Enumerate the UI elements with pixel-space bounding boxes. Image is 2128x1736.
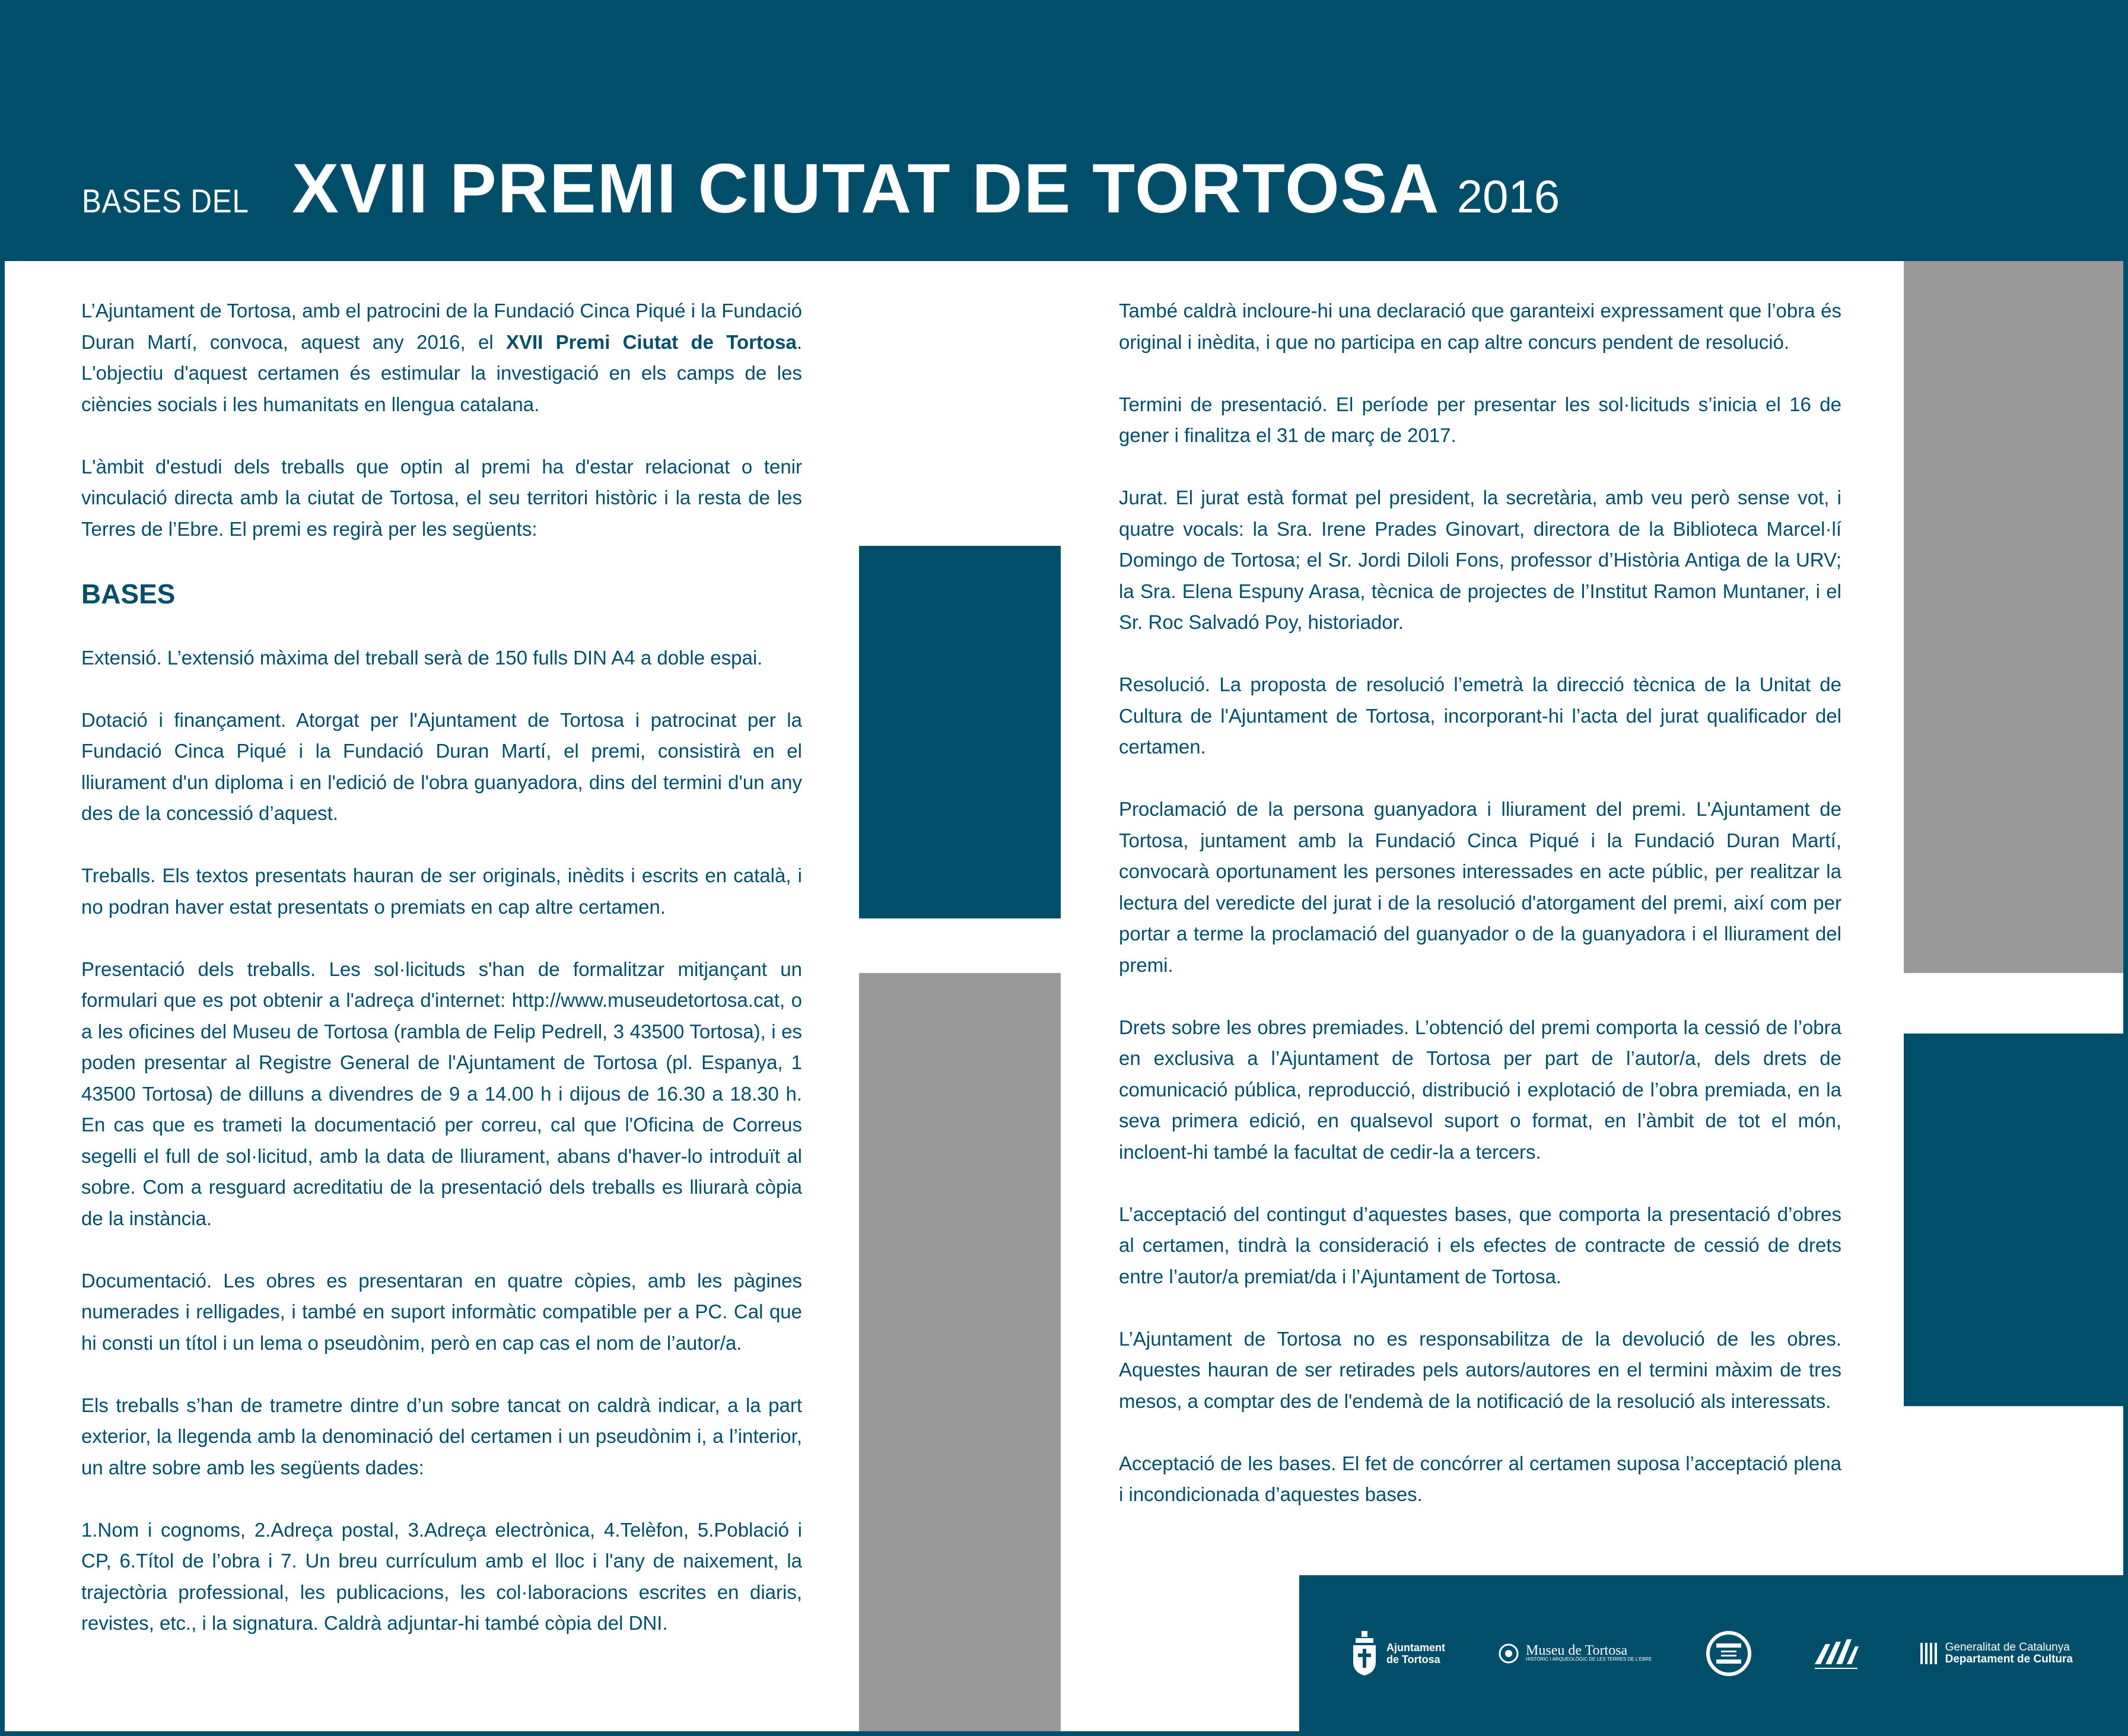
logo-fundacio-circle — [1706, 1630, 1759, 1677]
prize-name: XVII Premi Ciutat de Tortosa — [505, 330, 797, 353]
logo-ajuntament-tortosa: Ajuntament de Tortosa — [1350, 1631, 1445, 1676]
paragraph-acceptacio-bases: Acceptació de les bases. El fet de concórrer al certamen suposa l’acceptació plena i incondicionada d’aquestes bases. — [1119, 1452, 1841, 1505]
intro-paragraph-1: L’Ajuntament de Tortosa, amb el patrocini de la Fundació Cinca Piqué i la Fundació Duran Martí, convoca, aquest any 2016, el XVII Premi Ciutat de Tortosa. L'objectiu d'aquest certamen és estimular la investigació en els camps de les ciències socials i les humanitats en llengua catalana. — [81, 300, 803, 415]
left-column — [81, 295, 802, 1670]
logo-museu-tortosa: Museu de Tortosa HISTÒRIC I ARQUEOLÒGIC DE LES TERRES DE L'EBRE — [1499, 1643, 1652, 1664]
logo-fundacio-duran-marti — [1812, 1636, 1867, 1671]
paragraph-termini: Termini de presentació. El període per presentar les sol·licituds s’inicia el 16 de gener i finalitza el 31 de març de 2017. — [1119, 393, 1841, 446]
deco-block-teal-middle — [859, 546, 1061, 918]
paragraph-declaracio: També caldrà incloure-hi una declaració que garanteixi expressament que l’obra és original i inèdita, i que no participa en cap altre concurs pendent de resolució. — [1119, 300, 1841, 353]
section-heading-bases: BASES — [81, 578, 176, 609]
title-main: XVII PREMI CIUTAT DE TORTOSA — [292, 150, 1440, 228]
paragraph-drets: Drets sobre les obres premiades. L’obtenció del premi comporta la cessió de l’obra en exclusiva a l’Ajuntament de Tortosa per part de l’autor/a, dels drets de comunicació pública, reproducció, distribució i explotació de l’obra premiada, en la seva primera edició, en qualsevol suport o format, en l’àmbit de tot el món, incloent-hi també la facultat de cedir-la a tercers. — [1119, 1016, 1841, 1163]
page-title — [82, 148, 1560, 237]
frame-bottom — [0, 1731, 2128, 1736]
tortosa-crest-icon — [1350, 1631, 1379, 1676]
paragraph-sobre: Els treballs s’han de trametre dintre d’un sobre tancat on caldrà indicar, a la part exterior, la llegenda amb la denominació del certamen i un pseudònim i, a l’interior, un altre sobre amb les següents dades: — [81, 1394, 802, 1479]
logo-generalitat-catalunya: Generalitat de Catalunya Departament de Cultura — [1920, 1642, 2073, 1665]
paragraph-documentacio: Documentació. Les obres es presentaran en quatre còpies, amb les pàgines numerades i relligades, i també en suport informàtic compatible per a PC. Cal que hi consti un títol i un lema o pseudònim, però en cap cas el nom de l’autor/a. — [81, 1269, 802, 1354]
paragraph-jurat: Jurat. El jurat està format pel president, la secretària, amb veu però sense vot, i quatre vocals: la Sra. Irene Prades Ginovart, directora de la Biblioteca Marcel·lí Domingo de Tortosa; el Sr. Jordi Diloli Fons, professor d’Història Antiga de la URV; la Sra. Elena Espuny Arasa, tècnica de projectes de l’Institut Ramon Muntaner, i el Sr. Roc Salvadó Poy, historiador. — [1119, 487, 1841, 633]
right-column — [1119, 295, 1841, 1541]
frame-left — [0, 0, 5, 1736]
paragraph-dotacio: Dotació i finançament. Atorgat per l'Ajuntament de Tortosa i patrocinat per la Fundació Cinca Piqué i la Fundació Duran Martí, el premi, consistirà en el lliurament d'un diploma i en l'edició de l'obra guanyadora, dins del termini d'un any des de la concessió d’aquest. — [81, 708, 802, 824]
deco-block-grey-right — [1904, 261, 2123, 973]
deco-block-teal-right — [1904, 1034, 2123, 1406]
deco-block-grey-middle — [859, 973, 1061, 1731]
paragraph-devolucio: L’Ajuntament de Tortosa no es responsabilitza de la devolució de les obres. Aquestes hauran de ser retirades pels autors/autores en el termini màxim de tres mesos, a comptar des de l'endemà de la notificació de la resolució als interessats. — [1119, 1327, 1841, 1412]
paragraph-treballs: Treballs. Els textos presentats hauran de ser originals, inèdits i escrits en català, i no podran haver estat presentats o premiats en cap altre certamen. — [81, 864, 802, 918]
title-year: 2016 — [1456, 170, 1560, 222]
paragraph-acceptacio-contingut: L’acceptació del contingut d’aquestes bases, que comporta la presentació d’obres al certamen, tindrà la consideració i els efectes de contracte de cessió de drets entre l’autor/a premiat/da i l’Ajuntament de Tortosa. — [1119, 1203, 1841, 1287]
paragraph-extensio: Extensió. L’extensió màxima del treball serà de 150 fulls DIN A4 a doble espai. — [81, 646, 763, 669]
fundacio-circle-icon — [1706, 1630, 1752, 1677]
intro-paragraph-2: L'àmbit d'estudi dels treballs que optin al premi ha d'estar relacionat o tenir vinculació directa amb la ciutat de Tortosa, el seu territori històric i la resta de les Terres de l’Ebre. El premi es regirà per les següents: — [81, 455, 802, 540]
title-prefix: BASES DEL — [82, 182, 249, 220]
generalitat-stripes-icon — [1920, 1643, 1938, 1664]
paragraph-presentacio: Presentació dels treballs. Les sol·licituds s'han de formalitzar mitjançant un formulari que es pot obtenir a l'adreça d'internet: http://www.museudetortosa.cat, o a les oficines del Museu de Tortosa (rambla de Felip Pedrell, 3 43500 Tortosa), i es poden presentar al Registre General de l'Ajuntament de Tortosa (pl. Espanya, 1 43500 Tortosa) de dilluns a divendres de 9 a 14.00 h i dijous de 16.30 a 18.30 h. En cas que es trameti la documentació per correu, cal que l'Oficina de Correus segelli el full de sol·licitud, amb la data de lliurament, abans d'haver-lo introduït al sobre. Com a resguard acreditatiu de la presentació dels treballs es lliurarà còpia de la instància. — [81, 958, 802, 1229]
paragraph-dades: 1.Nom i cognoms, 2.Adreça postal, 3.Adreça electrònica, 4.Telèfon, 5.Població i CP, 6.Títol de l’obra i 7. Un breu currículum amb el lloc i l'any de naixement, la trajectòria professional, les publicacions, les col·laboracions escrites en diaris, revistes, etc., i la signatura. Caldrà adjuntar-hi també còpia del DNI. — [81, 1518, 802, 1634]
paragraph-resolucio: Resolució. La proposta de resolució l’emetrà la direcció tècnica de la Unitat de Cultura de l'Ajuntament de Tortosa, incorporant-hi l’acta del jurat qualificador del certamen. — [1119, 673, 1841, 758]
sponsor-logos-band — [1299, 1575, 2123, 1731]
fundacio-duran-marti-icon — [1812, 1636, 1860, 1671]
museu-emblem-icon — [1499, 1643, 1519, 1664]
paragraph-proclamacio: Proclamació de la persona guanyadora i lliurament del premi. L'Ajuntament de Tortosa, juntament amb la Fundació Cinca Piqué i la Fundació Duran Martí, convocarà oportunament les persones interessades en acte públic, per realitzar la lectura del veredicte del jurat i de la resolució d'atorgament del premi, així com per portar a terme la proclamació del guanyador o de la guanyadora i el lliurament del premi. — [1119, 798, 1841, 976]
frame-right — [2123, 0, 2128, 1736]
